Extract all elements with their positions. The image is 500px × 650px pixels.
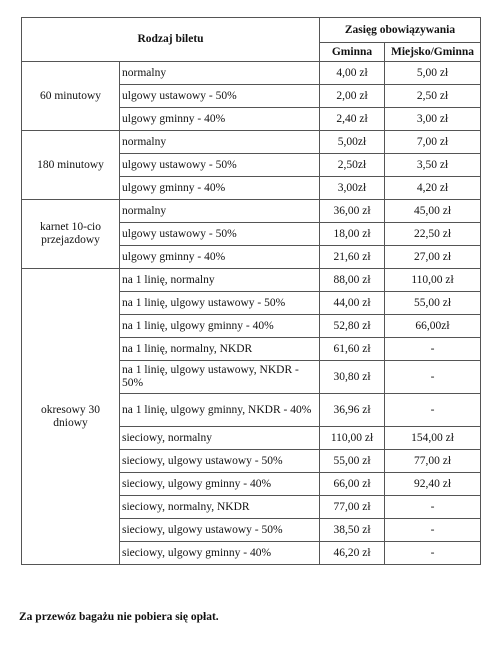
price-gminna: 21,60 zł bbox=[320, 246, 385, 269]
table-row bbox=[22, 62, 481, 85]
ticket-group-60-min: 60 minutowy bbox=[22, 62, 120, 131]
price-gminna: 36,00 zł bbox=[320, 200, 385, 223]
price-gminna: 18,00 zł bbox=[320, 223, 385, 246]
variant-cell: sieciowy, ulgowy ustawowy - 50% bbox=[120, 519, 320, 542]
price-miejsko-gminna: 4,20 zł bbox=[385, 177, 481, 200]
price-gminna: 30,80 zł bbox=[320, 361, 385, 394]
variant-cell: sieciowy, normalny bbox=[120, 427, 320, 450]
variant-cell: sieciowy, ulgowy ustawowy - 50% bbox=[120, 450, 320, 473]
price-miejsko-gminna: 7,00 zł bbox=[385, 131, 481, 154]
variant-cell: ulgowy ustawowy - 50% bbox=[120, 223, 320, 246]
variant-cell: na 1 linię, ulgowy gminny, NKDR - 40% bbox=[120, 394, 320, 427]
fare-table bbox=[21, 17, 481, 565]
price-gminna: 46,20 zł bbox=[320, 542, 385, 565]
table-row bbox=[22, 200, 481, 223]
variant-cell: ulgowy gminny - 40% bbox=[120, 177, 320, 200]
price-miejsko-gminna: 27,00 zł bbox=[385, 246, 481, 269]
variant-cell: ulgowy gminny - 40% bbox=[120, 108, 320, 131]
table-row bbox=[22, 131, 481, 154]
variant-cell: ulgowy ustawowy - 50% bbox=[120, 85, 320, 108]
price-miejsko-gminna: - bbox=[385, 519, 481, 542]
price-miejsko-gminna: - bbox=[385, 496, 481, 519]
price-miejsko-gminna: - bbox=[385, 338, 481, 361]
price-gminna: 5,00zł bbox=[320, 131, 385, 154]
price-miejsko-gminna: 5,00 zł bbox=[385, 62, 481, 85]
price-gminna: 2,50zł bbox=[320, 154, 385, 177]
header-gminna: Gminna bbox=[320, 43, 385, 62]
price-miejsko-gminna: 77,00 zł bbox=[385, 450, 481, 473]
variant-cell: sieciowy, normalny, NKDR bbox=[120, 496, 320, 519]
variant-cell: normalny bbox=[120, 131, 320, 154]
variant-cell: na 1 linię, ulgowy ustawowy - 50% bbox=[120, 292, 320, 315]
ticket-group-okresowy: okresowy 30 dniowy bbox=[22, 269, 120, 565]
variant-cell: sieciowy, ulgowy gminny - 40% bbox=[120, 473, 320, 496]
price-miejsko-gminna: 110,00 zł bbox=[385, 269, 481, 292]
price-miejsko-gminna: - bbox=[385, 542, 481, 565]
price-gminna: 4,00 zł bbox=[320, 62, 385, 85]
price-miejsko-gminna: - bbox=[385, 394, 481, 427]
price-gminna: 55,00 zł bbox=[320, 450, 385, 473]
table-row bbox=[22, 269, 481, 292]
header-zone: Zasięg obowiązywania bbox=[320, 18, 481, 43]
price-miejsko-gminna: 2,50 zł bbox=[385, 85, 481, 108]
variant-cell: na 1 linię, ulgowy gminny - 40% bbox=[120, 315, 320, 338]
price-miejsko-gminna: 45,00 zł bbox=[385, 200, 481, 223]
ticket-group-karnet: karnet 10-cio przejazdowy bbox=[22, 200, 120, 269]
variant-cell: ulgowy gminny - 40% bbox=[120, 246, 320, 269]
price-gminna: 61,60 zł bbox=[320, 338, 385, 361]
price-gminna: 44,00 zł bbox=[320, 292, 385, 315]
price-miejsko-gminna: 66,00zł bbox=[385, 315, 481, 338]
price-gminna: 3,00zł bbox=[320, 177, 385, 200]
price-miejsko-gminna: 55,00 zł bbox=[385, 292, 481, 315]
price-miejsko-gminna: 92,40 zł bbox=[385, 473, 481, 496]
price-miejsko-gminna: 3,00 zł bbox=[385, 108, 481, 131]
header-miejsko-gminna: Miejsko/Gminna bbox=[385, 43, 481, 62]
price-miejsko-gminna: - bbox=[385, 361, 481, 394]
variant-cell: na 1 linię, normalny, NKDR bbox=[120, 338, 320, 361]
header-ticket-type: Rodzaj biletu bbox=[22, 18, 320, 62]
variant-cell: na 1 linię, ulgowy ustawowy, NKDR - 50% bbox=[120, 361, 320, 394]
price-gminna: 77,00 zł bbox=[320, 496, 385, 519]
price-gminna: 38,50 zł bbox=[320, 519, 385, 542]
price-gminna: 66,00 zł bbox=[320, 473, 385, 496]
variant-cell: normalny bbox=[120, 62, 320, 85]
price-miejsko-gminna: 3,50 zł bbox=[385, 154, 481, 177]
price-gminna: 52,80 zł bbox=[320, 315, 385, 338]
price-miejsko-gminna: 154,00 zł bbox=[385, 427, 481, 450]
variant-cell: sieciowy, ulgowy gminny - 40% bbox=[120, 542, 320, 565]
price-miejsko-gminna: 22,50 zł bbox=[385, 223, 481, 246]
variant-cell: na 1 linię, normalny bbox=[120, 269, 320, 292]
price-gminna: 36,96 zł bbox=[320, 394, 385, 427]
variant-cell: normalny bbox=[120, 200, 320, 223]
variant-cell: ulgowy ustawowy - 50% bbox=[120, 154, 320, 177]
price-gminna: 2,00 zł bbox=[320, 85, 385, 108]
price-gminna: 88,00 zł bbox=[320, 269, 385, 292]
baggage-note: Za przewóz bagażu nie pobiera się opłat. bbox=[19, 611, 219, 623]
price-gminna: 2,40 zł bbox=[320, 108, 385, 131]
price-gminna: 110,00 zł bbox=[320, 427, 385, 450]
ticket-group-180-min: 180 minutowy bbox=[22, 131, 120, 200]
